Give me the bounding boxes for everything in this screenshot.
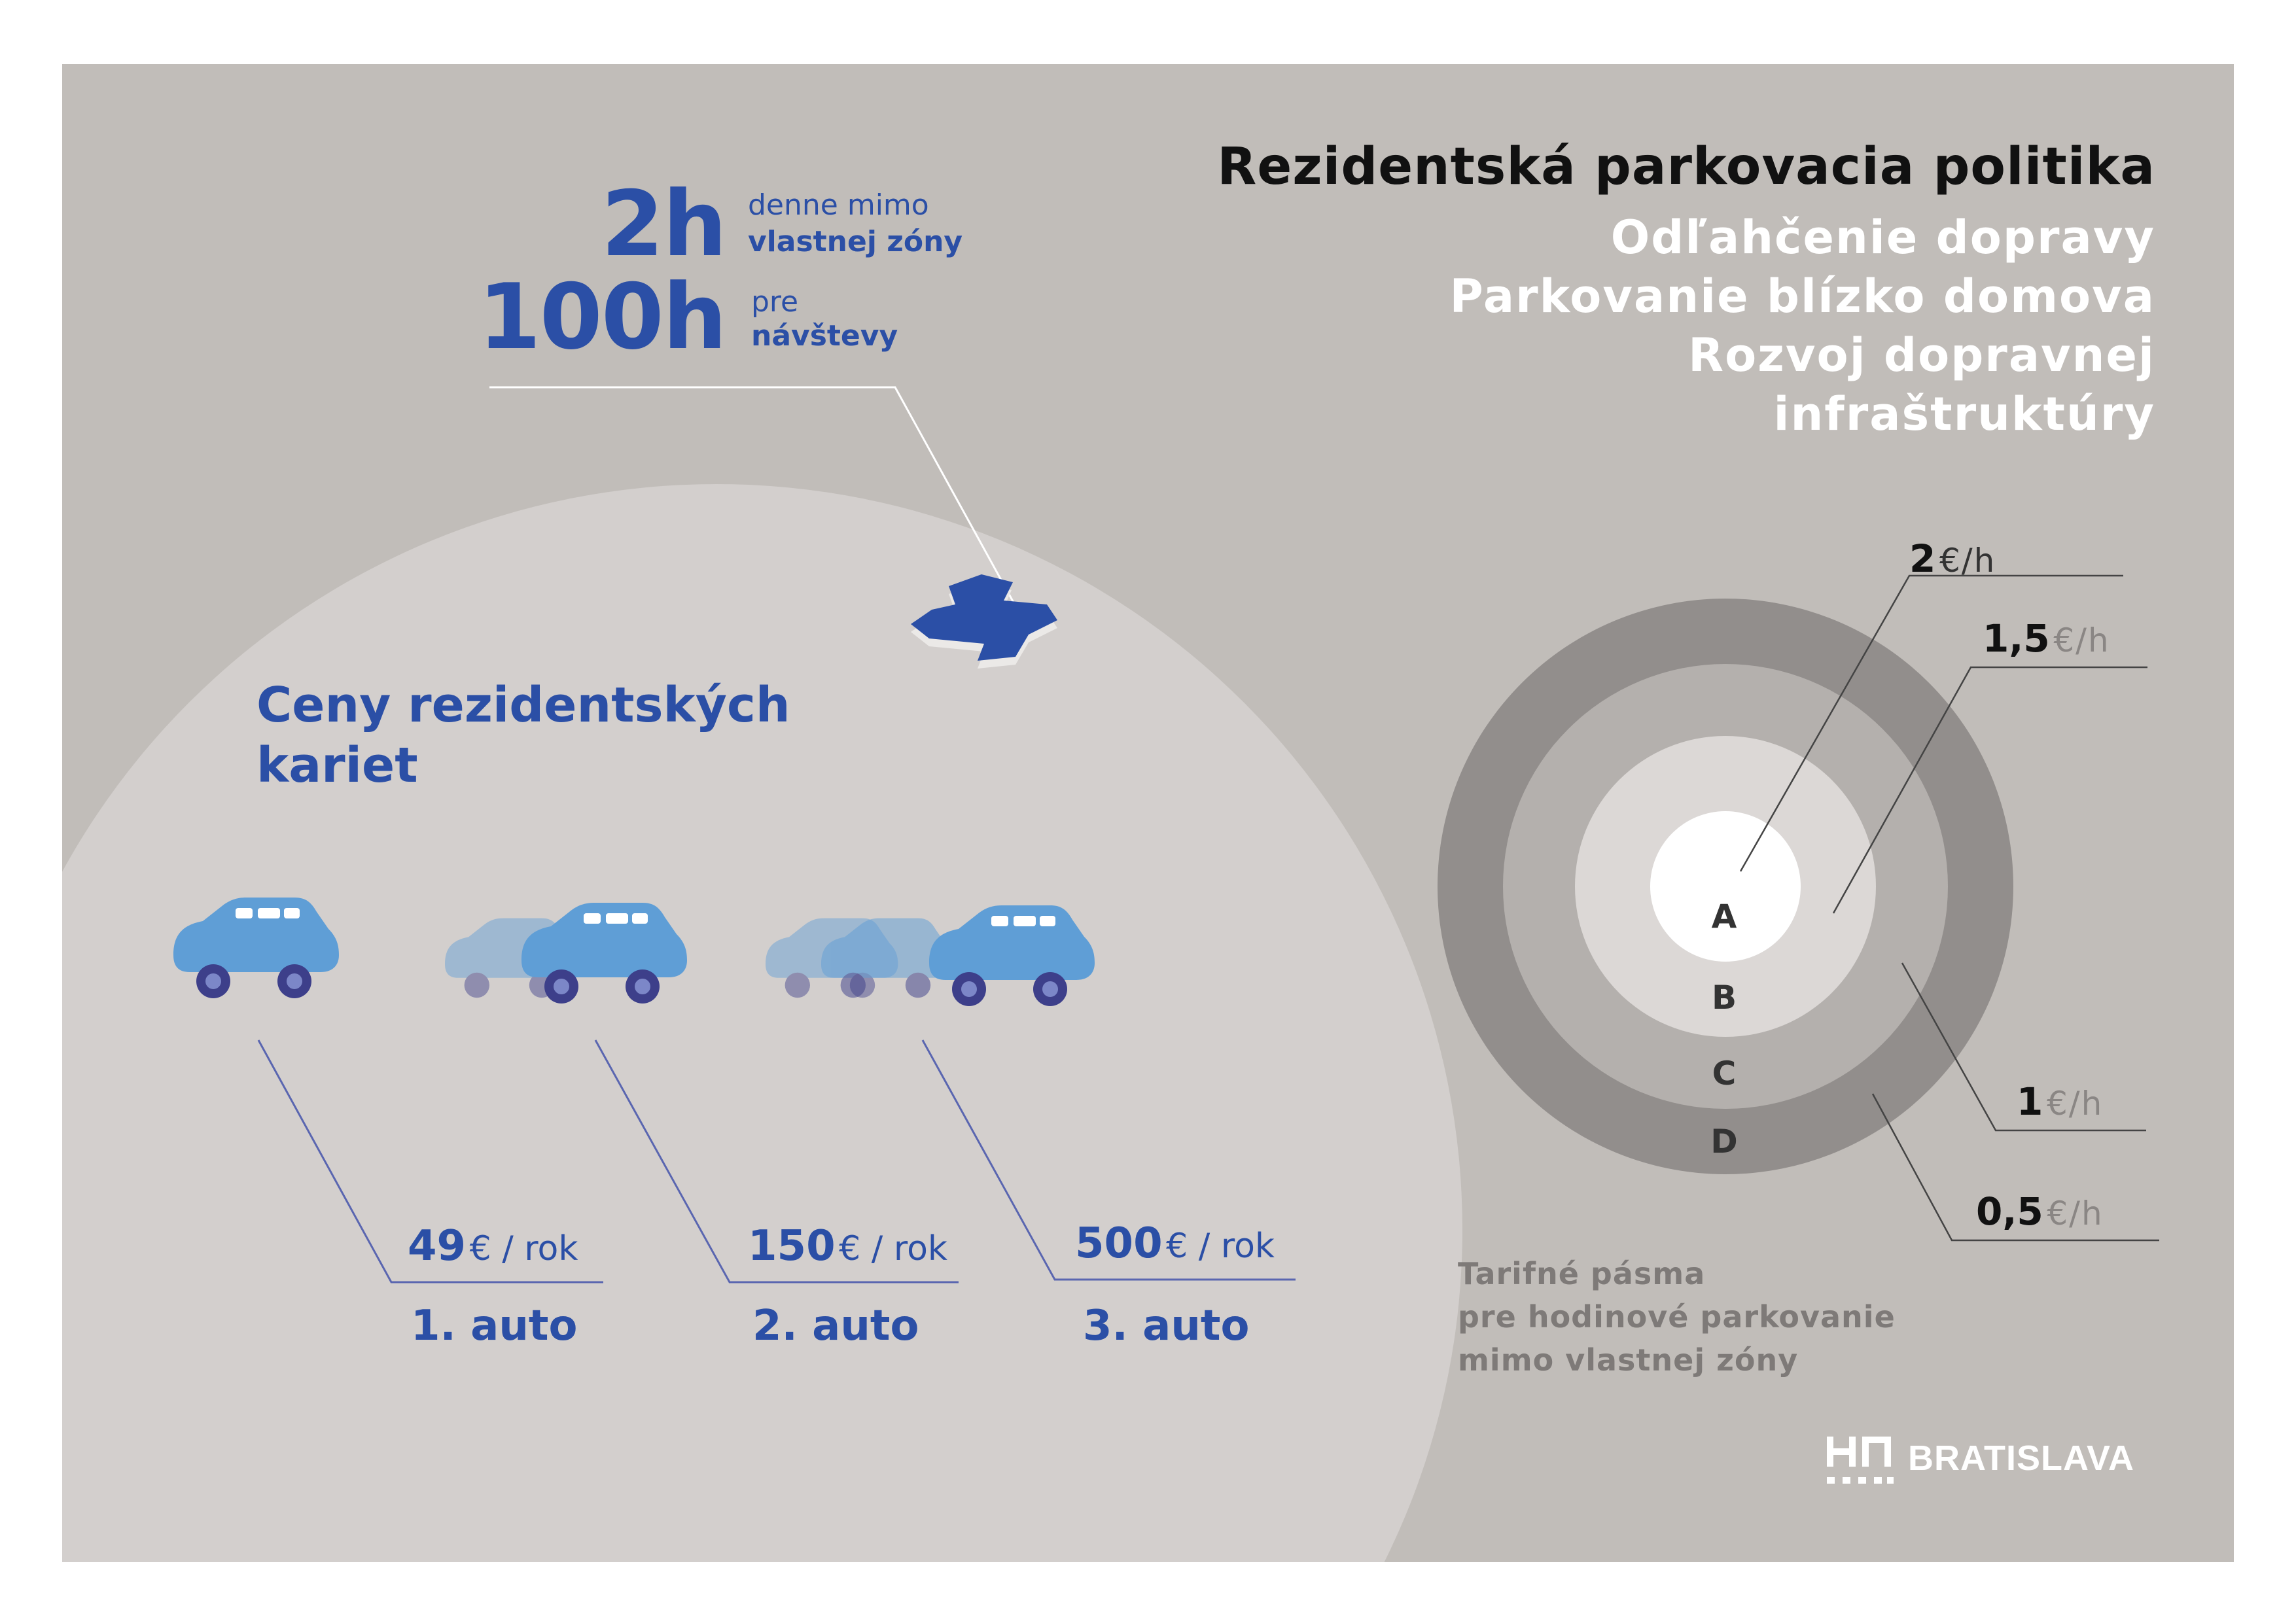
benefit-item: Parkovanie blízko domova — [1449, 270, 2155, 323]
card-price-value: 500 — [1075, 1219, 1163, 1268]
visit-hours-label-line1: pre — [751, 285, 799, 319]
card-price-unit: € / rok — [469, 1229, 578, 1268]
zone-label-D: D — [1710, 1123, 1738, 1161]
daily-hours-value: 2h — [601, 171, 726, 277]
card-price — [408, 1222, 578, 1270]
visit-hours-label-line2: návštevy — [751, 319, 898, 353]
car-count-label: 1. auto — [411, 1302, 578, 1350]
zone-rate-value: 0,5 — [1976, 1189, 2043, 1234]
logo-text: BRATISLAVA — [1908, 1439, 2134, 1478]
zone-rate-value: 2 — [1909, 536, 1936, 581]
zone-rate-unit: €/h — [2046, 1085, 2104, 1123]
benefit-item: Odľahčenie dopravy — [1610, 211, 2155, 264]
car-count-label: 3. auto — [1083, 1302, 1250, 1350]
big-light-circle — [0, 484, 1462, 1623]
card-price-unit: € / rok — [839, 1229, 947, 1268]
zone-rate-value: 1 — [2017, 1079, 2043, 1124]
benefit-item: Rozvoj dopravnej — [1688, 328, 2155, 382]
zone-rate — [2017, 1079, 2103, 1124]
zone-rate — [1976, 1189, 2104, 1234]
daily-hours-label-line1: denne mimo — [748, 188, 929, 222]
zone-rate-unit: €/h — [2053, 621, 2110, 659]
daily-hours-label-line2: vlastnej zóny — [748, 225, 963, 258]
page-title: Rezidentská parkovacia politika — [1217, 137, 2155, 196]
card-price-value: 150 — [748, 1222, 836, 1270]
benefit-item: infraštruktúry — [1773, 387, 2155, 441]
zone-A-circle — [1650, 811, 1801, 962]
tariff-caption-line: mimo vlastnej zóny — [1458, 1342, 1799, 1378]
tariff-caption-line: pre hodinové parkovanie — [1458, 1299, 1896, 1335]
zone-rate — [1909, 536, 1996, 581]
zone-rate-value: 1,5 — [1983, 616, 2050, 661]
zone-label-A: A — [1711, 898, 1737, 935]
card-price-unit: € / rok — [1166, 1227, 1275, 1266]
bratislava-logo — [1824, 1434, 2151, 1493]
card-price — [1075, 1219, 1275, 1268]
zone-rate-unit: €/h — [1939, 542, 1996, 580]
card-price-value: 49 — [408, 1222, 467, 1270]
card-price — [748, 1222, 947, 1270]
bratislava-logo-icon — [1824, 1434, 1896, 1493]
zone-rate-unit: €/h — [2047, 1195, 2104, 1232]
visit-hours-value: 100h — [478, 264, 726, 370]
tariff-caption-line: Tarifné pásma — [1458, 1256, 1706, 1291]
zone-rate — [1983, 616, 2110, 661]
car-count-label: 2. auto — [752, 1302, 919, 1350]
zone-label-B: B — [1711, 979, 1737, 1017]
zone-label-C: C — [1712, 1055, 1737, 1092]
cards-title: Ceny rezidentských kariet — [256, 677, 790, 794]
